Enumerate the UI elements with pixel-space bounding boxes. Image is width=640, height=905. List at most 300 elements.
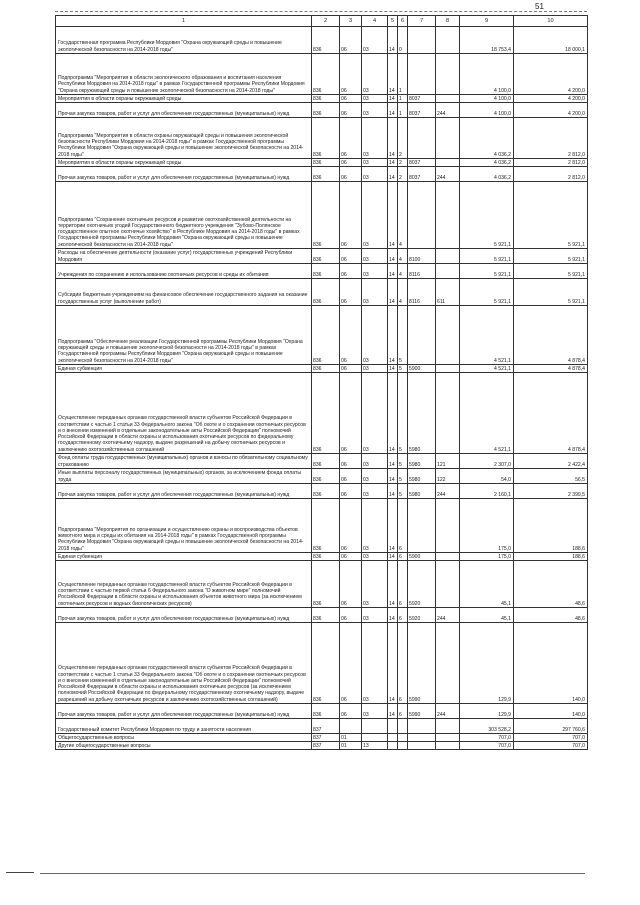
row-amount: 140,0	[514, 623, 588, 704]
row-code	[388, 734, 398, 742]
row-code: 5	[398, 469, 408, 484]
row-code: 14	[388, 373, 398, 454]
row-code: 14	[388, 249, 398, 264]
row-code: 03	[362, 365, 388, 373]
row-amount: 4 200,0	[514, 54, 588, 95]
row-description: Иные выплаты персоналу государственных (муниципальных) органов, за исключением фонда оплаты труда	[56, 469, 312, 484]
table-row	[56, 484, 588, 499]
row-code: 06	[340, 373, 362, 454]
row-amount: 5 921,1	[460, 279, 514, 306]
row-code: 03	[362, 159, 388, 167]
row-amount: 188,6	[514, 499, 588, 553]
row-code	[436, 734, 460, 742]
row-code: 5	[398, 373, 408, 454]
row-code: 14	[388, 454, 398, 469]
row-description: Прочая закупка товаров, работ и услуг для обеспечения государственных (муниципальных) нужд	[56, 704, 312, 719]
row-description: Фонд оплаты труда государственных (муниципальных) органов и взносы по обязательному социальному страхованию	[56, 454, 312, 469]
row-code: 14	[388, 623, 398, 704]
row-code	[408, 118, 436, 159]
row-code: 5990	[408, 623, 436, 704]
row-code: 14	[388, 484, 398, 499]
column-header: 7	[408, 16, 436, 27]
row-amount: 707,0	[514, 742, 588, 750]
table-row	[56, 454, 588, 469]
row-code: 06	[340, 561, 362, 608]
row-code: 6	[398, 553, 408, 561]
row-amount: 4 521,1	[460, 306, 514, 365]
row-code: 2	[398, 167, 408, 182]
row-code: 836	[312, 623, 340, 704]
table-row	[56, 469, 588, 484]
top-border-line	[55, 11, 587, 12]
row-code: 2	[398, 159, 408, 167]
row-code: 837	[312, 719, 340, 734]
row-description: Прочая закупка товаров, работ и услуг для обеспечения государственных (муниципальных) нужд	[56, 608, 312, 623]
row-amount: 5 921,1	[460, 182, 514, 249]
budget-table	[55, 15, 588, 750]
row-code: 4	[398, 279, 408, 306]
row-description: Подпрограмма "Обеспечение реализации Государственной программы Республики Мордовия "Охрана окружающей среды и повышение экологической безопасности на 2014-2018 годы" в рамках Государственной программы Республики Мордовия "Охрана окружающей среды и повышение экологической безопасности на 2014-2018 годы"	[56, 306, 312, 365]
row-code	[436, 553, 460, 561]
row-code: 03	[362, 373, 388, 454]
row-code: 5900	[408, 553, 436, 561]
row-code: 03	[362, 95, 388, 103]
row-code: 06	[340, 167, 362, 182]
row-code: 836	[312, 561, 340, 608]
column-header: 9	[460, 16, 514, 27]
row-code: 03	[362, 54, 388, 95]
row-code	[436, 561, 460, 608]
row-code	[388, 719, 398, 734]
table-row	[56, 704, 588, 719]
table-row	[56, 623, 588, 704]
row-amount: 2 812,0	[514, 159, 588, 167]
row-code: 5980	[408, 373, 436, 454]
row-code: 03	[362, 279, 388, 306]
table-header-row	[56, 16, 588, 27]
row-code	[388, 742, 398, 750]
row-amount: 4 521,1	[460, 365, 514, 373]
row-code: 01	[340, 734, 362, 742]
row-amount: 4 878,4	[514, 306, 588, 365]
row-amount: 129,9	[460, 704, 514, 719]
row-amount: 4 100,0	[460, 103, 514, 118]
row-amount: 4 100,0	[460, 95, 514, 103]
column-header: 10	[514, 16, 588, 27]
column-header: 5	[388, 16, 398, 27]
row-code: 06	[340, 623, 362, 704]
row-code: 5920	[408, 561, 436, 608]
row-code	[340, 719, 362, 734]
row-code: 06	[340, 182, 362, 249]
row-code	[436, 264, 460, 279]
column-header: 8	[436, 16, 460, 27]
row-code: 836	[312, 484, 340, 499]
row-code: 836	[312, 704, 340, 719]
row-amount: 48,6	[514, 561, 588, 608]
row-code	[398, 719, 408, 734]
row-code: 5	[398, 454, 408, 469]
row-code: 14	[388, 365, 398, 373]
row-code	[436, 623, 460, 704]
row-amount: 188,6	[514, 553, 588, 561]
row-code: 836	[312, 27, 340, 54]
row-description: Государственная программа Республики Мордовия "Охрана окружающей среды и повышение экологической безопасности на 2014-2018 годы"	[56, 27, 312, 54]
row-code	[436, 719, 460, 734]
row-code: 836	[312, 95, 340, 103]
table-row	[56, 306, 588, 365]
row-amount: 54,0	[460, 469, 514, 484]
row-code	[436, 249, 460, 264]
row-code: 03	[362, 306, 388, 365]
row-code	[408, 499, 436, 553]
row-code	[436, 182, 460, 249]
row-code: 06	[340, 27, 362, 54]
row-code: 14	[388, 306, 398, 365]
row-code: 836	[312, 365, 340, 373]
row-code	[436, 373, 460, 454]
row-code: 8037	[408, 167, 436, 182]
row-code	[436, 118, 460, 159]
table-row	[56, 182, 588, 249]
budget-table-container	[55, 15, 587, 750]
row-code: 2	[398, 118, 408, 159]
row-code: 06	[340, 553, 362, 561]
row-amount: 303 528,2	[460, 719, 514, 734]
row-code: 14	[388, 95, 398, 103]
row-description: Другие общегосударственные вопросы	[56, 742, 312, 750]
row-amount: 5 921,1	[460, 264, 514, 279]
row-code: 14	[388, 499, 398, 553]
column-header: 3	[340, 16, 362, 27]
row-amount: 18 000,1	[514, 27, 588, 54]
table-row	[56, 734, 588, 742]
row-code: 14	[388, 103, 398, 118]
row-code: 8116	[408, 264, 436, 279]
row-description: Субсидии бюджетным учреждениям на финансовое обеспечение государственного задания на оказание государственных услуг (выполнение работ)	[56, 279, 312, 306]
footer-mark	[6, 872, 34, 873]
row-description: Мероприятия в области охраны окружающей среды	[56, 95, 312, 103]
row-code: 4	[398, 182, 408, 249]
row-code: 14	[388, 608, 398, 623]
row-code: 244	[436, 704, 460, 719]
row-amount: 707,0	[514, 734, 588, 742]
table-row	[56, 159, 588, 167]
row-code: 6	[398, 499, 408, 553]
row-code: 6	[398, 623, 408, 704]
row-code: 5	[398, 306, 408, 365]
table-row	[56, 608, 588, 623]
row-code: 06	[340, 608, 362, 623]
row-amount: 4 036,2	[460, 167, 514, 182]
row-amount: 4 200,0	[514, 95, 588, 103]
row-code	[436, 54, 460, 95]
row-code: 6	[398, 704, 408, 719]
row-description: Осуществление переданных органам государственной власти субъектов Российской Федерации в соответствии с частью 1 статьи 33 Федерального закона "Об охоте и о сохранении охотничьих ресурсов и о внесении изменений в отдельные законодательные акты Российской Федерации" полномочий Российской Федерации в области охраны и использования охотничьих ресурсов по федеральному государственному охотничьему надзору, выдаче разрешений на добычу охотничьих ресурсов и заключению охотхозяйственных соглашений	[56, 373, 312, 454]
row-amount: 175,0	[460, 553, 514, 561]
row-code: 03	[362, 608, 388, 623]
row-amount: 5 921,1	[514, 279, 588, 306]
row-code: 14	[388, 469, 398, 484]
row-code	[436, 742, 460, 750]
row-amount: 4 100,0	[460, 54, 514, 95]
row-amount: 4 200,0	[514, 103, 588, 118]
row-code: 14	[388, 118, 398, 159]
row-code: 836	[312, 469, 340, 484]
table-row	[56, 249, 588, 264]
row-code: 03	[362, 103, 388, 118]
row-amount: 2 160,1	[460, 484, 514, 499]
row-code: 837	[312, 742, 340, 750]
row-code: 1	[398, 103, 408, 118]
row-code: 14	[388, 553, 398, 561]
row-amount: 175,0	[460, 499, 514, 553]
row-code: 06	[340, 704, 362, 719]
row-amount: 4 878,4	[514, 365, 588, 373]
row-code: 8037	[408, 159, 436, 167]
column-header: 4	[362, 16, 388, 27]
row-code	[436, 27, 460, 54]
row-code: 244	[436, 608, 460, 623]
row-code: 06	[340, 365, 362, 373]
row-description: Учреждения по сохранению и использованию охотничьих ресурсов и среды их обитания	[56, 264, 312, 279]
row-code: 06	[340, 118, 362, 159]
row-description: Единая субвенция	[56, 553, 312, 561]
row-description: Подпрограмма "Мероприятия в области экологического образования и воспитания населения Республики Мордовия на 2014-2018 годы" в рамках Государственной программы Республики Мордовия "Охрана окружающей среды и повышение экологической безопасности на 2014-2018 годы"	[56, 54, 312, 95]
row-code: 03	[362, 249, 388, 264]
row-code	[408, 734, 436, 742]
row-code: 4	[398, 249, 408, 264]
row-code	[436, 306, 460, 365]
row-code: 03	[362, 484, 388, 499]
row-code: 5980	[408, 469, 436, 484]
row-amount: 45,1	[460, 608, 514, 623]
row-code: 01	[340, 742, 362, 750]
table-row	[56, 719, 588, 734]
row-code: 836	[312, 103, 340, 118]
row-code	[408, 742, 436, 750]
row-code: 14	[388, 279, 398, 306]
table-row	[56, 27, 588, 54]
row-code: 06	[340, 264, 362, 279]
row-code: 06	[340, 103, 362, 118]
row-description: Прочая закупка товаров, работ и услуг для обеспечения государственных (муниципальных) нужд	[56, 484, 312, 499]
row-code: 0	[398, 27, 408, 54]
row-code: 6	[398, 561, 408, 608]
row-amount: 2 307,0	[460, 454, 514, 469]
row-code	[362, 719, 388, 734]
row-amount: 5 921,1	[460, 249, 514, 264]
row-code: 03	[362, 264, 388, 279]
row-code: 06	[340, 54, 362, 95]
row-code: 836	[312, 167, 340, 182]
row-code: 244	[436, 167, 460, 182]
row-amount: 297 760,6	[514, 719, 588, 734]
row-code: 836	[312, 249, 340, 264]
row-code: 836	[312, 54, 340, 95]
row-amount: 18 753,4	[460, 27, 514, 54]
row-code: 836	[312, 306, 340, 365]
row-code: 836	[312, 159, 340, 167]
row-code: 03	[362, 27, 388, 54]
row-amount: 2 812,0	[514, 118, 588, 159]
row-amount: 4 521,1	[460, 373, 514, 454]
row-description: Подпрограмма "Сохранение охотничьих ресурсов и развитие охотхозяйственной деятельности на территории охотничьих угодий Государственного бюджетного учреждения "Зубово-Полянское государственное опытное охотничье хозяйство" в Республике Мордовия на 2014-2018 годы" в рамках Государственной программы Республики Мордовия "Охрана окружающей среды и повышение экологической безопасности на 2014-2018 годы"	[56, 182, 312, 249]
row-code: 4	[398, 264, 408, 279]
table-row	[56, 118, 588, 159]
row-amount: 56,5	[514, 469, 588, 484]
row-code: 836	[312, 454, 340, 469]
row-code: 244	[436, 103, 460, 118]
row-amount: 4 036,2	[460, 159, 514, 167]
row-code: 03	[362, 553, 388, 561]
row-amount: 5 921,1	[514, 264, 588, 279]
row-code: 03	[362, 469, 388, 484]
row-code: 611	[436, 279, 460, 306]
row-code: 836	[312, 499, 340, 553]
row-code: 836	[312, 608, 340, 623]
row-code: 06	[340, 279, 362, 306]
row-code: 836	[312, 373, 340, 454]
row-code: 06	[340, 159, 362, 167]
row-code: 03	[362, 499, 388, 553]
row-description: Общегосударственные вопросы	[56, 734, 312, 742]
row-description: Единая субвенция	[56, 365, 312, 373]
row-code: 14	[388, 264, 398, 279]
row-code: 837	[312, 734, 340, 742]
table-row	[56, 373, 588, 454]
row-code: 1	[398, 95, 408, 103]
row-code: 03	[362, 167, 388, 182]
row-code: 5	[398, 365, 408, 373]
row-description: Мероприятия в области охраны окружающей среды	[56, 159, 312, 167]
row-amount: 5 921,1	[514, 249, 588, 264]
row-code: 14	[388, 167, 398, 182]
row-code: 03	[362, 561, 388, 608]
row-code: 6	[398, 608, 408, 623]
row-amount: 45,1	[460, 561, 514, 608]
row-code: 03	[362, 118, 388, 159]
table-row	[56, 499, 588, 553]
row-amount: 707,0	[460, 742, 514, 750]
table-row	[56, 561, 588, 608]
row-code: 13	[362, 742, 388, 750]
row-code	[436, 499, 460, 553]
row-code: 5980	[408, 454, 436, 469]
row-amount: 2 812,0	[514, 167, 588, 182]
row-code: 1	[398, 54, 408, 95]
column-header: 1	[56, 16, 312, 27]
row-code: 5980	[408, 484, 436, 499]
row-code: 06	[340, 499, 362, 553]
row-code: 836	[312, 182, 340, 249]
column-header: 2	[312, 16, 340, 27]
row-code	[436, 159, 460, 167]
row-code	[436, 365, 460, 373]
row-code: 121	[436, 454, 460, 469]
row-code	[362, 734, 388, 742]
row-code: 8037	[408, 103, 436, 118]
row-code: 03	[362, 182, 388, 249]
row-code: 836	[312, 553, 340, 561]
row-amount: 4 878,4	[514, 373, 588, 454]
row-amount: 2 422,4	[514, 454, 588, 469]
row-code: 836	[312, 264, 340, 279]
row-code	[408, 719, 436, 734]
row-amount: 2 399,5	[514, 484, 588, 499]
row-description: Прочая закупка товаров, работ и услуг для обеспечения государственных (муниципальных) нужд	[56, 103, 312, 118]
row-code	[408, 182, 436, 249]
row-code: 14	[388, 159, 398, 167]
row-description: Прочая закупка товаров, работ и услуг для обеспечения государственных (муниципальных) нужд	[56, 167, 312, 182]
row-code: 836	[312, 279, 340, 306]
row-code: 06	[340, 306, 362, 365]
row-code: 5	[398, 484, 408, 499]
row-code	[408, 54, 436, 95]
table-row	[56, 167, 588, 182]
row-description: Государственный комитет Республики Мордовия по труду и занятости населения	[56, 719, 312, 734]
table-row	[56, 279, 588, 306]
row-description: Подпрограмма "Мероприятия по организации и осуществлению охраны и воспроизводства объектов животного мира и среды их обитания на 2014-2018 годы" в рамках Государственной программы Республики Мордовия "Охрана окружающей среды и повышение экологической безопасности на 2014-2018 годы"	[56, 499, 312, 553]
row-code: 06	[340, 454, 362, 469]
row-code: 03	[362, 623, 388, 704]
row-code: 836	[312, 118, 340, 159]
table-row	[56, 95, 588, 103]
row-code	[436, 95, 460, 103]
column-header: 6	[398, 16, 408, 27]
row-code: 5990	[408, 704, 436, 719]
row-code: 244	[436, 484, 460, 499]
row-code: 06	[340, 95, 362, 103]
row-description: Осуществление переданных органам государственной власти субъектов Российской Федерации в соответствии с частью первой статьи 6 Федерального закона "О животном мире" полномочий Российской Федерации в области охраны и использования объектов животного мира (за исключением охотничьих ресурсов и водных биологических ресурсов)	[56, 561, 312, 608]
row-code: 06	[340, 469, 362, 484]
row-code: 03	[362, 704, 388, 719]
table-row	[56, 264, 588, 279]
row-code: 06	[340, 249, 362, 264]
table-row	[56, 54, 588, 95]
row-code	[398, 742, 408, 750]
page-number: 51	[535, 2, 544, 11]
row-code: 03	[362, 454, 388, 469]
row-code: 14	[388, 561, 398, 608]
row-code: 14	[388, 54, 398, 95]
table-row	[56, 553, 588, 561]
row-code: 8116	[408, 279, 436, 306]
row-description: Расходы на обеспечение деятельности (оказание услуг) государственных учреждений Республики Мордовия	[56, 249, 312, 264]
row-description: Подпрограмма "Мероприятия в области охраны окружающей среды и повышения экологической безопасности Республики Мордовия на 2014-2018 годы" в рамках Государственной программы Республики Мордовия "Охрана окружающей среды и повышение экологической безопасности на 2014-2018 годы"	[56, 118, 312, 159]
row-code: 8037	[408, 95, 436, 103]
row-amount: 5 921,1	[514, 182, 588, 249]
row-code	[408, 27, 436, 54]
row-description: Осуществление переданных органам государственной власти субъектов Российской Федерации в соответствии с частью 1 статьи 33 Федерального закона "Об охоте и о сохранении охотничьих ресурсов и о внесении изменений в отдельные законодательные акты Российской Федерации" полномочий Российской Федерации в области охраны и использования охотничьих ресурсов (за исключением полномочий Российской Федерации по федеральному государственному охотничьему надзору, выдаче разрешений на добычу охотничьих ресурсов и заключению охотхозяйственных соглашений)	[56, 623, 312, 704]
row-amount: 129,9	[460, 623, 514, 704]
table-row	[56, 103, 588, 118]
table-row	[56, 742, 588, 750]
footer-line	[40, 873, 585, 874]
row-code: 8100	[408, 249, 436, 264]
row-code: 5920	[408, 608, 436, 623]
row-code: 14	[388, 704, 398, 719]
row-code: 06	[340, 484, 362, 499]
table-row	[56, 365, 588, 373]
row-amount: 4 036,2	[460, 118, 514, 159]
row-code: 122	[436, 469, 460, 484]
row-amount: 140,0	[514, 704, 588, 719]
row-amount: 707,0	[460, 734, 514, 742]
row-code	[408, 306, 436, 365]
row-code	[398, 734, 408, 742]
row-code: 5900	[408, 365, 436, 373]
